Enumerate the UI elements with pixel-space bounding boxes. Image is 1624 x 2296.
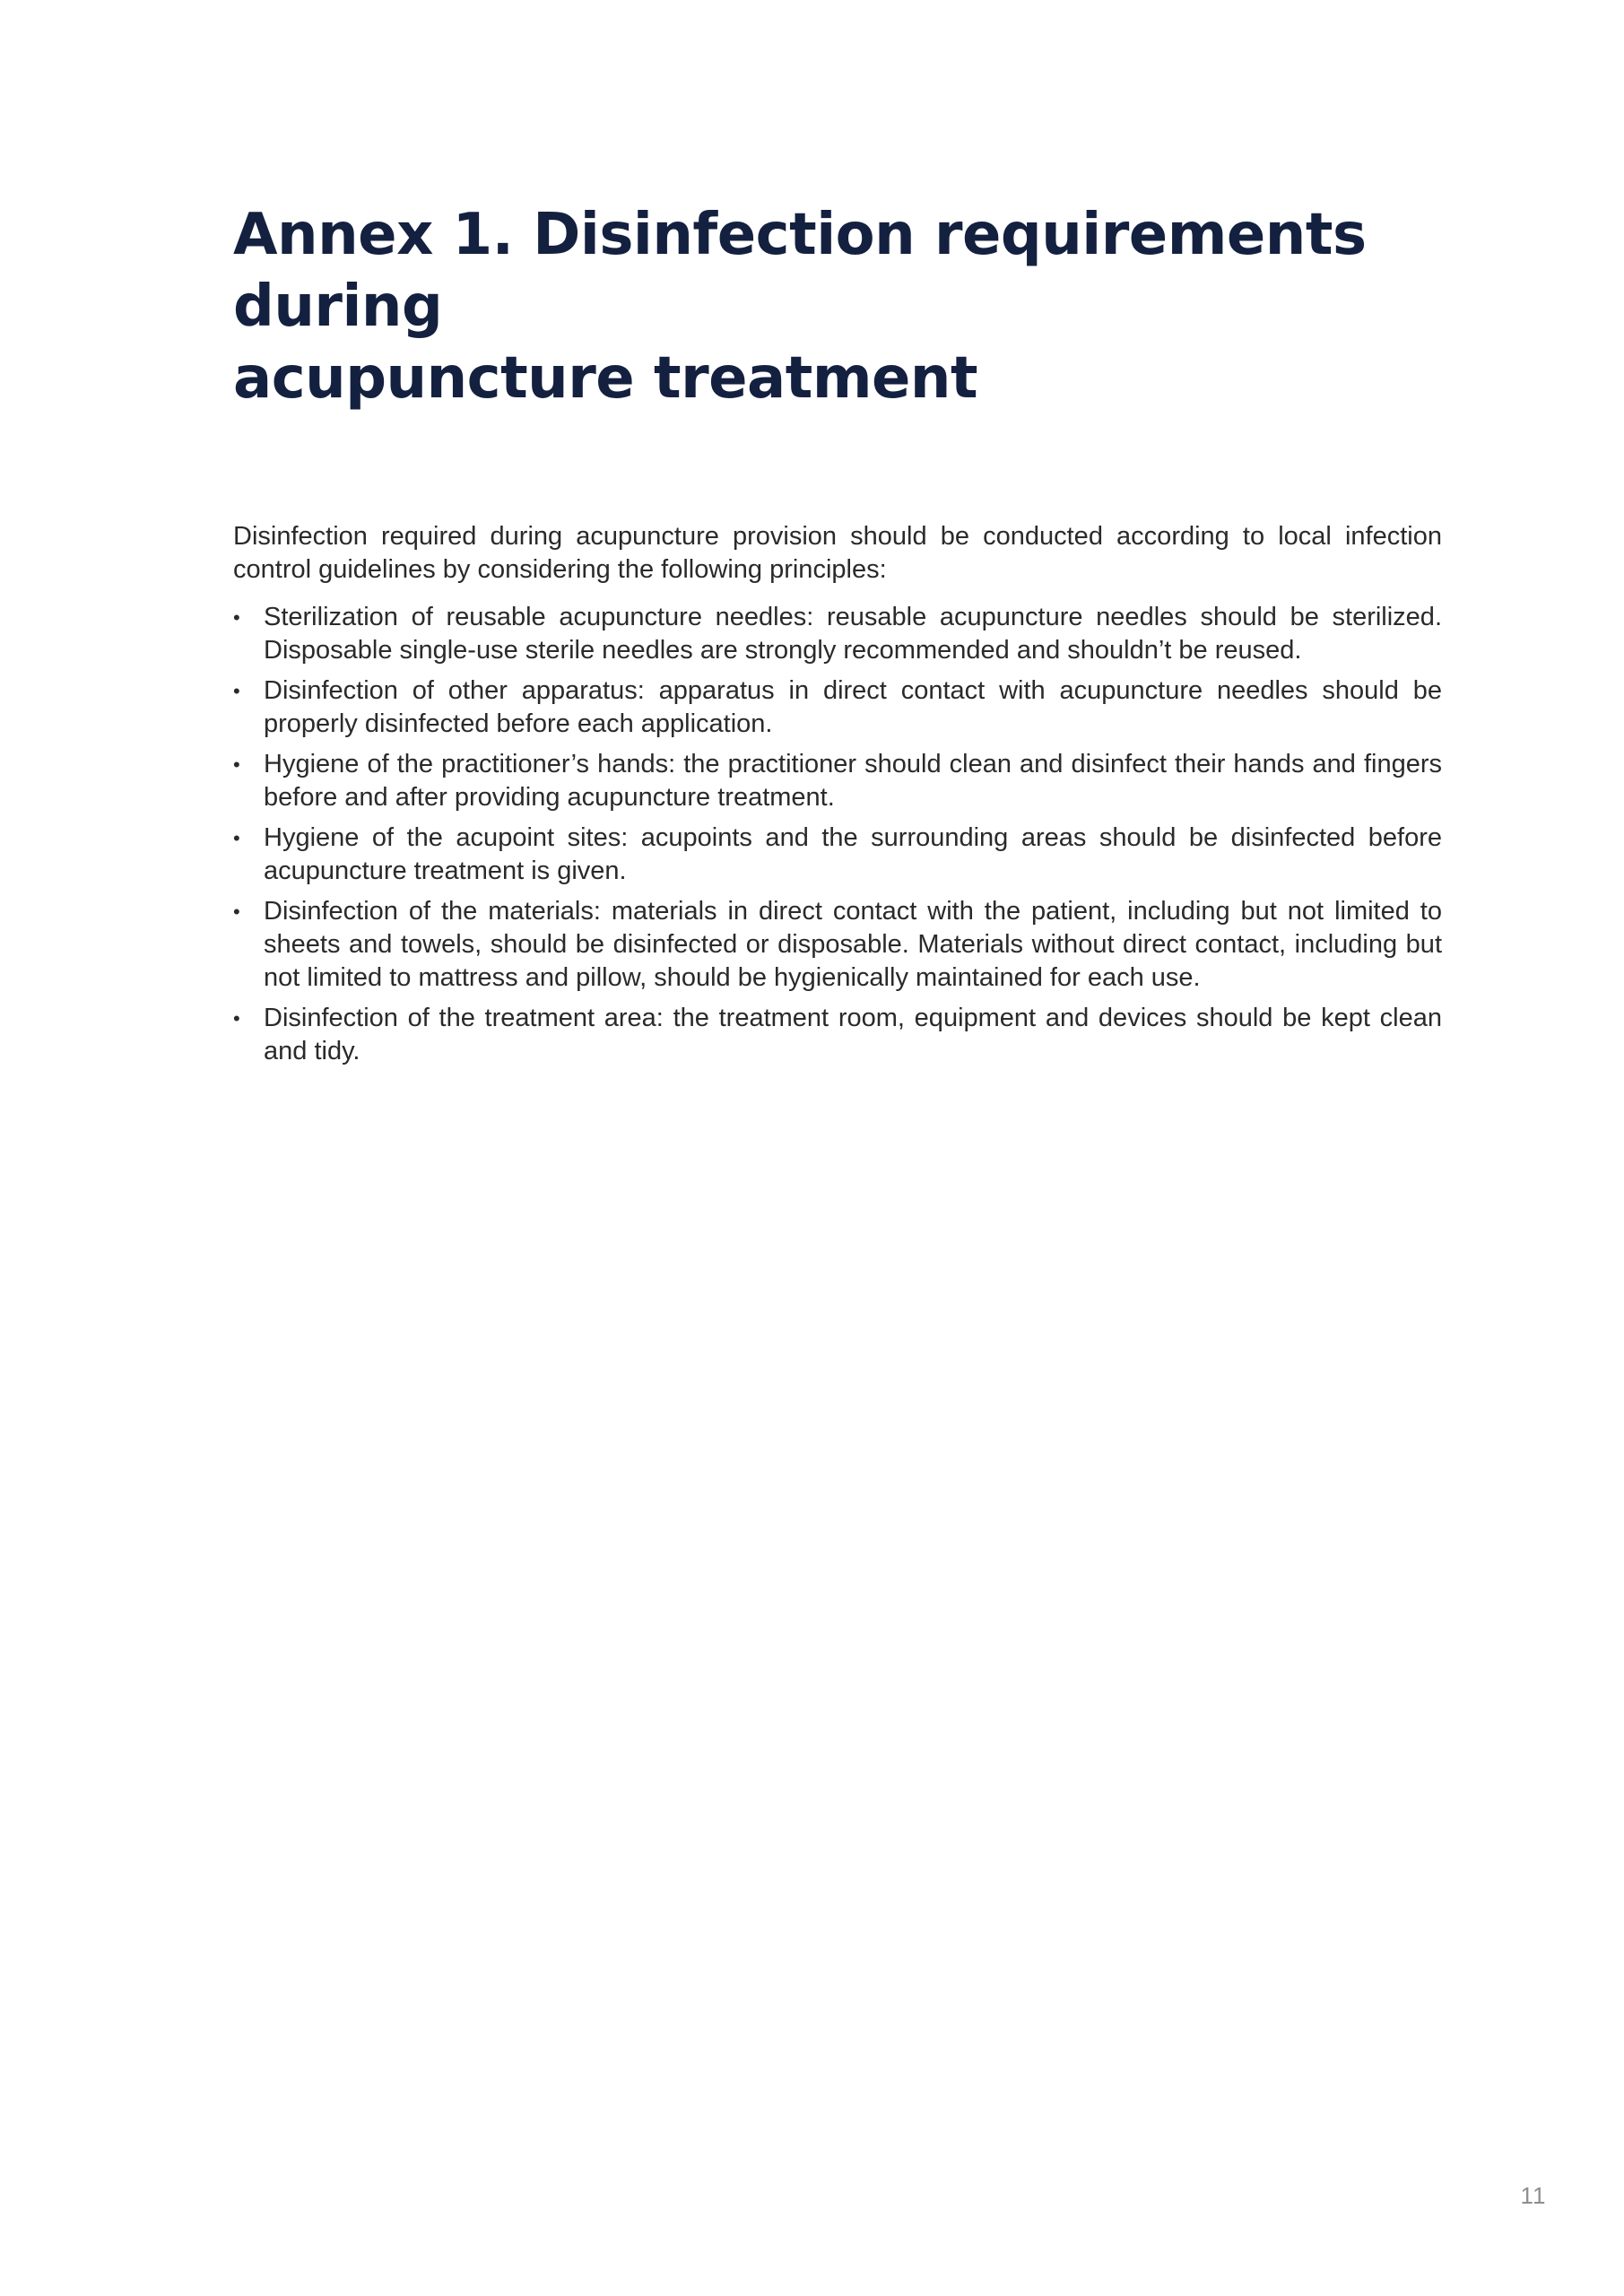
- list-item-line: not limited to mattress and pillow, should be hygienically maintained for each use.: [264, 963, 1201, 992]
- bullet-icon: •: [233, 680, 240, 702]
- page-title: [233, 199, 1453, 414]
- intro-paragraph: [233, 520, 1442, 587]
- list-item-sterilization: [233, 601, 1442, 667]
- list-item-apparatus: [233, 674, 1442, 741]
- list-item-line: properly disinfected before each application.: [264, 709, 773, 738]
- list-item-line: Hygiene of the acupoint sites: acupoints and the surrounding areas should be disinfected before: [264, 823, 1442, 852]
- list-item-line: Hygiene of the practitioner’s hands: the practitioner should clean and disinfect their hands and fingers: [264, 750, 1442, 778]
- bullet-icon: •: [233, 606, 240, 629]
- list-item-line: sheets and towels, should be disinfected or disposable. Materials without direct contact, including but: [264, 930, 1442, 959]
- list-item-line: Disinfection of other apparatus: apparatus in direct contact with acupuncture needles should be: [264, 676, 1442, 705]
- list-item-line: Sterilization of reusable acupuncture needles: reusable acupuncture needles should be sterilized.: [264, 603, 1442, 631]
- list-item-line: Disinfection of the materials: materials in direct contact with the patient, including but not limited to: [264, 897, 1442, 926]
- list-item-line: before and after providing acupuncture treatment.: [264, 783, 835, 812]
- page-number: 11: [1520, 2182, 1547, 2209]
- list-item-treatment-area: [233, 1002, 1442, 1068]
- list-item-acupoint-hygiene: [233, 822, 1442, 888]
- bullet-icon: •: [233, 1007, 240, 1030]
- page-title-line-2: acupuncture treatment: [233, 345, 978, 412]
- intro-line-2: control guidelines by considering the following principles:: [233, 555, 887, 584]
- list-item-hand-hygiene: [233, 748, 1442, 814]
- bullet-icon: •: [233, 753, 240, 776]
- bullet-icon: •: [233, 900, 240, 923]
- bullet-icon: •: [233, 827, 240, 849]
- intro-line-1: Disinfection required during acupuncture provision should be conducted according to local infection: [233, 522, 1442, 551]
- list-item-line: Disposable single-use sterile needles are strongly recommended and shouldn’t be reused.: [264, 636, 1302, 665]
- list-item-line: Disinfection of the treatment area: the treatment room, equipment and devices should be kept clean: [264, 1004, 1442, 1032]
- list-item-line: and tidy.: [264, 1037, 360, 1065]
- list-item-materials: [233, 895, 1442, 995]
- page-title-line-1: Annex 1. Disinfection requirements during: [233, 202, 1367, 340]
- list-item-line: acupuncture treatment is given.: [264, 857, 627, 885]
- principles-list: [233, 601, 1442, 1075]
